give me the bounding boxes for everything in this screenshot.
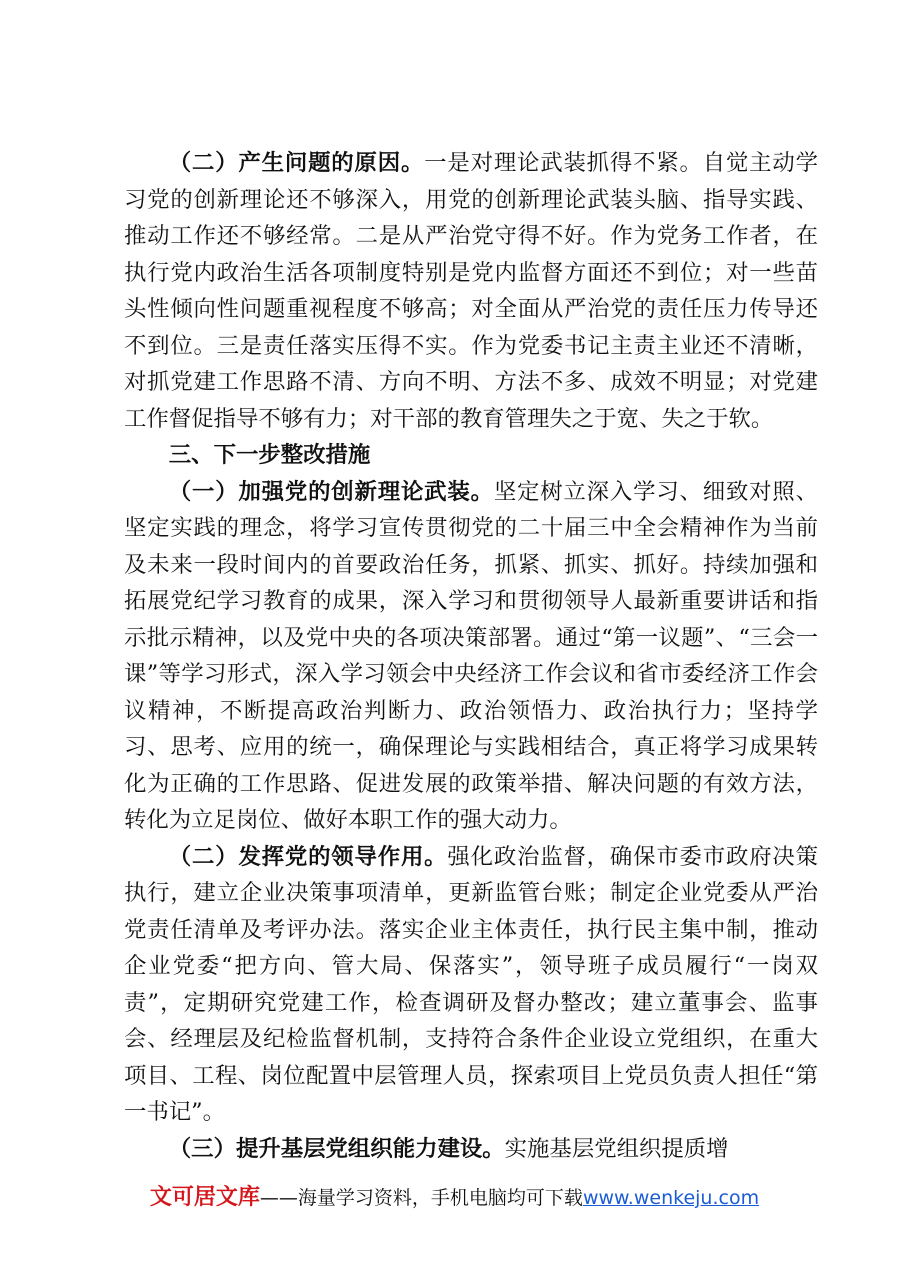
- paragraph-lead: （二）发挥党的领导作用。: [168, 843, 448, 870]
- section-heading: 三、下一步整改措施: [168, 442, 371, 468]
- paragraph-lead: （二）产生问题的原因。: [168, 150, 425, 176]
- paragraph-lead: （三）提升基层党组织能力建设。: [168, 1135, 505, 1162]
- footer-brand: 文可居文库: [149, 1185, 260, 1210]
- paragraph-lead: （一）加强党的创新理论武装。: [168, 478, 494, 505]
- paragraph-text: 坚定树立深入学习、细致对照、坚定实践的理念，将学习宣传贯彻党的二十届三中全会精神作为当前及未来一段时间内的首要政治任务，抓紧、抓实、抓好。持续加强和拓展党纪学习教育的成果，深入学习和贯彻领导人最新重要讲话和指示批示精神，以及党中央的各项决策部署。通过“第一议题”、“三会一课”等学习形式，深入学习领会中央经济工作会议和省市委经济工作会议精神，不断提高政治判断力、政治领悟力、政治执行力；坚持学习、思考、应用的统一，确保理论与实践相结合，真正将学习成果转化为正确的工作思路、促进发展的政策举措、解决问题的有效方法，转化为立足岗位、做好本职工作的强大动力。: [124, 478, 819, 833]
- paragraph-text: 一是对理论武装抓得不紧。自觉主动学习党的创新理论还不够深入，用党的创新理论武装头脑、指导实践、推动工作还不够经常。二是从严治党守得不好。作为党务工作者，在执行党内政治生活各项制度特别是党内监督方面还不到位；对一些苗头性倾向性问题重视程度不够高；对全面从严治党的责任压力传导还不到位。三是责任落实压得不实。作为党委书记主责主业还不清晰，对抓党建工作思路不清、方向不明、方法不多、成效不明显；对党建工作督促指导不够有力；对干部的教育管理失之于宽、失之于软。: [124, 150, 819, 432]
- document-body: [124, 145, 818, 1167]
- footer-url-link[interactable]: www.wenkeju.com: [582, 1187, 760, 1209]
- paragraph-text: 实施基层党组织提质增: [504, 1135, 729, 1162]
- paragraph-text: 强化政治监督，确保市委市政府决策执行，建立企业决策事项清单，更新监管台账；制定企业党委从严治党责任清单及考评办法。落实企业主体责任，执行民主集中制，推动企业党委“把方向、管大局、保落实”，领导班子成员履行“一岗双责”，定期研究党建工作，检查调研及督办整改；建立董事会、监事会、经理层及纪检监督机制，支持符合条件企业设立党组织，在重大项目、工程、岗位配置中层管理人员，探索项目上党员负责人担任“第一书记”。: [124, 843, 819, 1125]
- paragraph-measure-3: [124, 1131, 818, 1168]
- paragraph-measure-1: [124, 474, 818, 839]
- footer-slogan: ——海量学习资料，手机电脑均可下载: [259, 1187, 583, 1209]
- paragraph-measure-2: [124, 839, 818, 1131]
- footer-banner: [0, 1180, 909, 1211]
- paragraph-causes: [124, 145, 818, 437]
